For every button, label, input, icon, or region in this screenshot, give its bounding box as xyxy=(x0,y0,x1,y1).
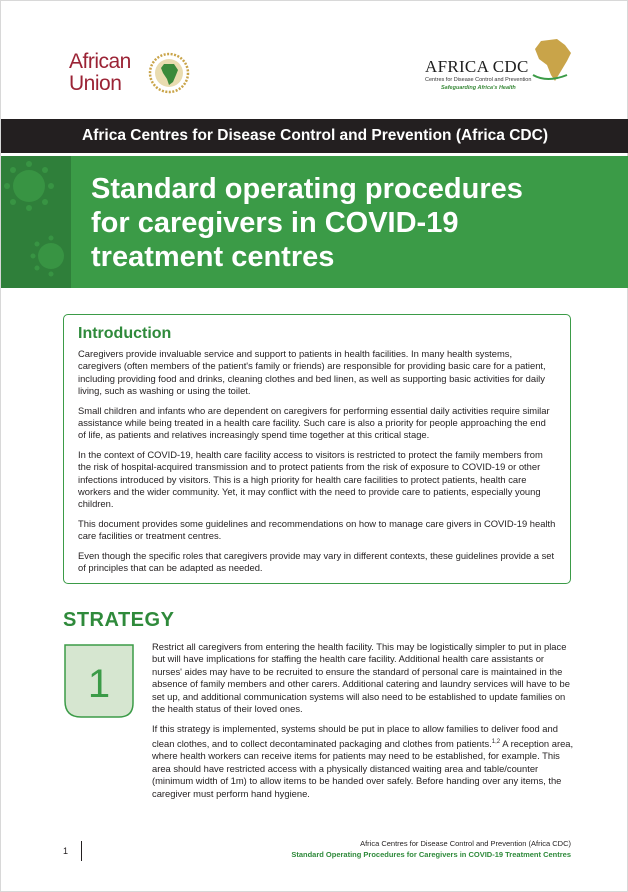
document-title: Standard operating procedures for caregivers in COVID-19 treatment centres xyxy=(91,173,523,273)
au-wordmark: African Union xyxy=(69,50,131,95)
strategy-body xyxy=(152,641,575,808)
footer-organization: Africa Centres for Disease Control and Prevention (Africa CDC) xyxy=(360,839,571,848)
title-block xyxy=(1,156,628,288)
intro-paragraph: Small children and infants who are dependent on caregivers for performing essential daily activities require similar assistance while being treated in a health care facility. Such care is also a priority for people approaching the end of life, as patients and relatives increasingly spend time together at this critical stage. xyxy=(78,404,550,441)
strategy-paragraph: Restrict all caregivers from entering the health facility. This may be logistically simpler to put in place but will have implications for staffing the health care facility. Additional health care assistants or nurses' aides may have to be recruited to ensure the standard of personal care is maintained in the absence of family members and other carers. Additional catering and laundry services will have to be set up, and additional communication systems will also need to be established to update families on the health status of their loved ones. xyxy=(152,641,570,715)
footer-info xyxy=(291,839,571,859)
africa-map-icon xyxy=(527,35,579,87)
page-number: 1 xyxy=(63,846,69,856)
footnote-ref: 1,2 xyxy=(491,738,501,745)
intro-paragraph: In the context of COVID-19, health care facility access to visitors is restricted to protect the family members from the risk of hospital-acquired transmission and to protect patients from the risk of exposure to COVID-19 or other infections introduced by visitors. This is a high priority for health care facilities to protect patients, health care workers and the wider community. Yet, it may conflict with the need to provide care to patients, especially young children. xyxy=(78,448,543,510)
intro-paragraph: Even though the specific roles that caregivers provide may vary in different contexts, these guidelines provide a set of principles that can be adapted as needed. xyxy=(78,549,555,574)
cdc-subtitle: Centres for Disease Control and Prevention xyxy=(425,77,532,83)
african-union-logo xyxy=(69,45,199,101)
cdc-tagline: Safeguarding Africa's Health xyxy=(441,85,516,91)
strategy-number: 1 xyxy=(87,662,111,706)
footer-document-title: Standard Operating Procedures for Caregivers in COVID-19 Treatment Centres xyxy=(291,850,571,859)
intro-paragraph: This document provides some guidelines and recommendations on how to manage care givers in COVID-19 health care facilities or treatment centres. xyxy=(78,517,556,542)
strategy-number-badge xyxy=(63,643,135,719)
strategy-paragraph: If this strategy is implemented, systems should be put in place to allow families to deliver food and clean clothes, and to collect decontaminated packaging and clothes from patients.$^{1,2}$ A reception area, where health workers can receive items for patients may need to be established, for example. This area should have restricted access with a physically distanced waiting area and table/counter (minimum width of 1m) to allow items to be handed over safely. Before handing over any items, the caregiver must perform hand hygiene. xyxy=(152,723,574,799)
introduction-box xyxy=(63,314,571,584)
virus-icon xyxy=(1,156,71,288)
footer-divider xyxy=(81,841,82,861)
virus-decoration xyxy=(1,156,71,288)
strategy-heading: STRATEGY xyxy=(63,609,175,631)
cdc-wordmark: AFRICA CDC xyxy=(425,57,529,76)
introduction-heading: Introduction xyxy=(78,325,172,342)
au-emblem-icon xyxy=(147,51,191,95)
intro-paragraph: Caregivers provide invaluable service and support to patients in health facilities. In many health systems, caregivers (often members of the patient's family or friends) are responsible for providing basic care for a patient, including providing food and drinks, cleaning clothes and bed linen, as well as supporting basic activities for daily living, such as washing or using the toilet. xyxy=(78,348,546,397)
organization-banner: Africa Centres for Disease Control and Prevention (Africa CDC) xyxy=(1,119,628,153)
africa-cdc-logo xyxy=(421,35,581,95)
